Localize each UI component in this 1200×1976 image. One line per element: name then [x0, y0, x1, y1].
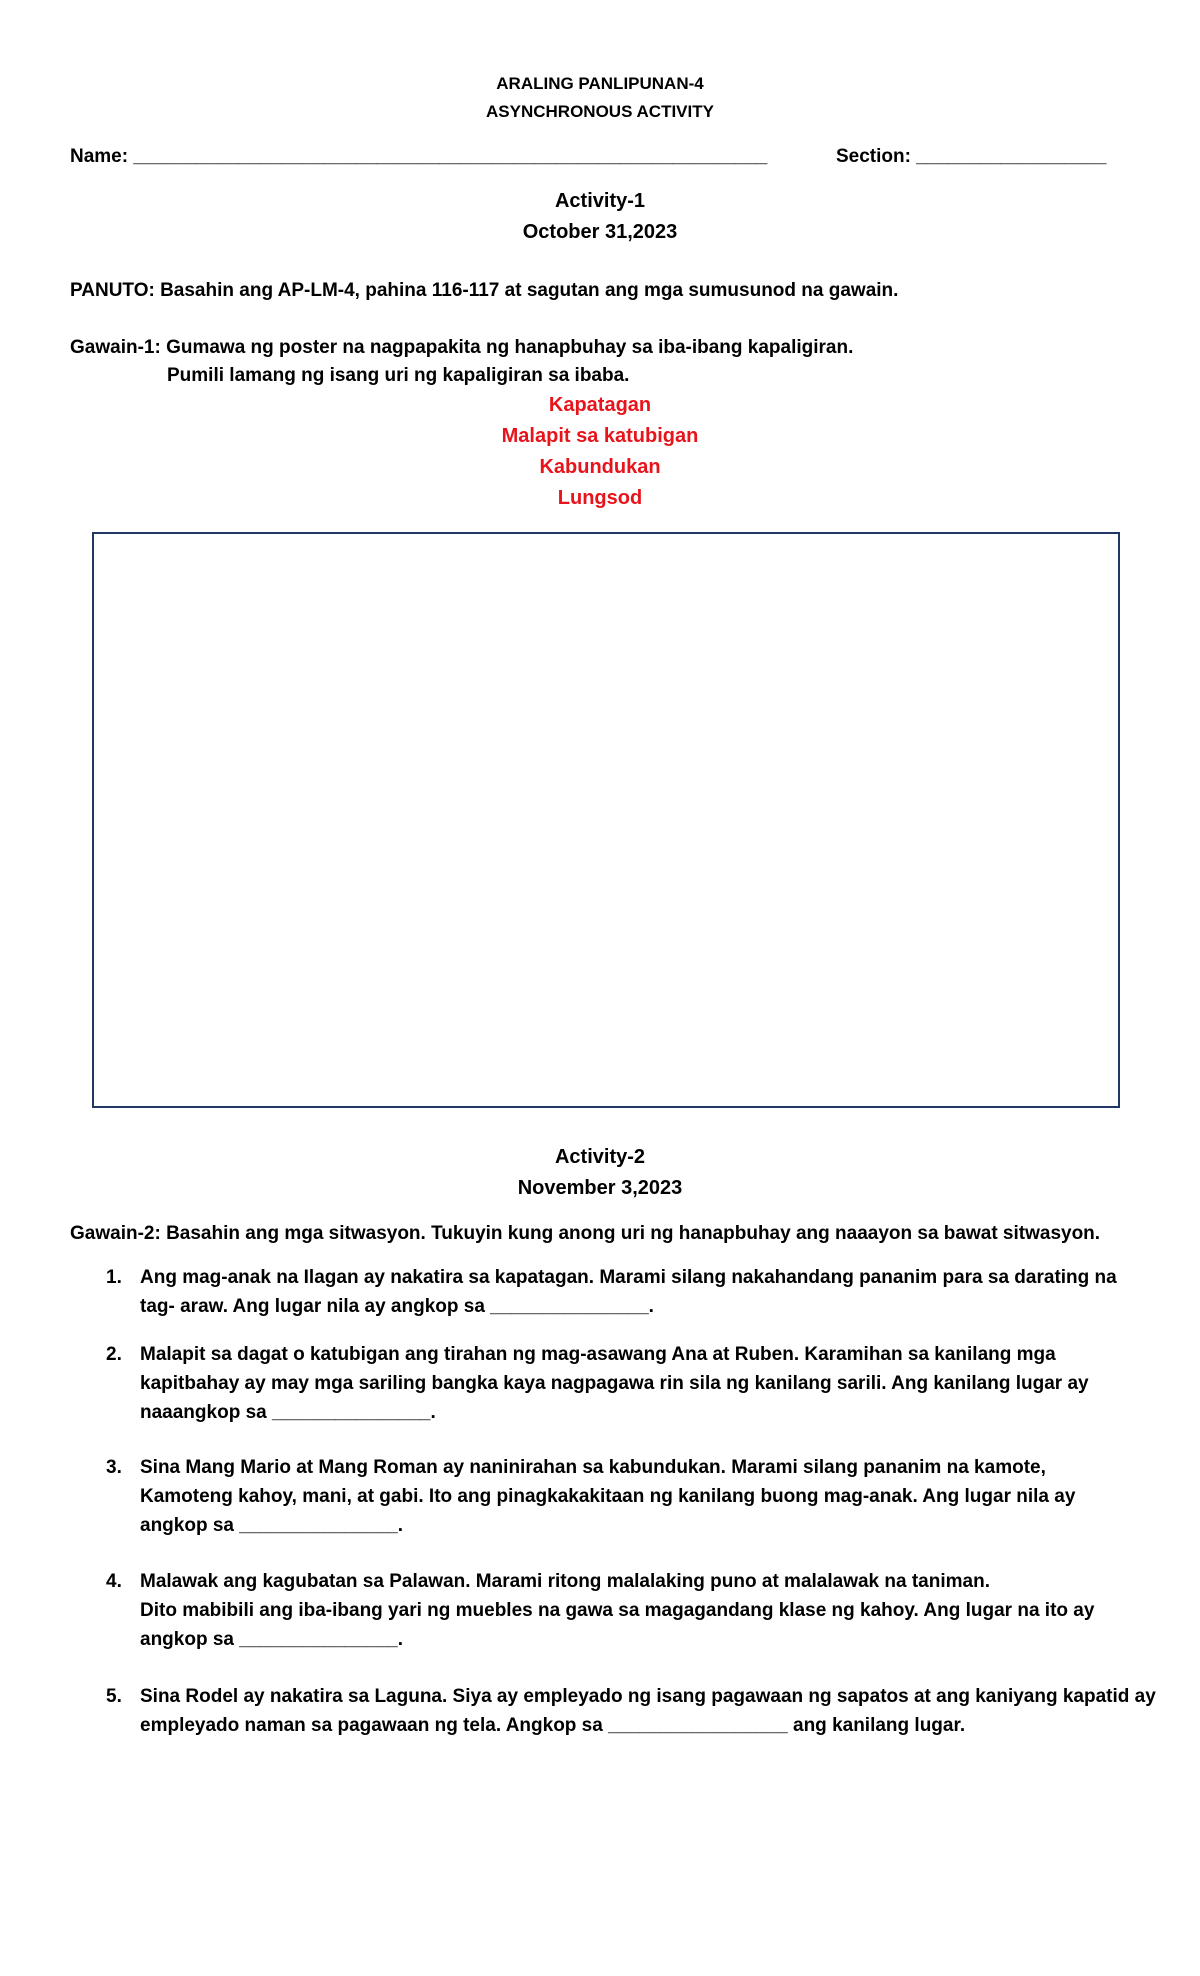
item-line: Dito mabibili ang iba-ibang yari ng muebles na gawa sa magagandang klase ng kahoy. Ang lugar na ito ay	[140, 1600, 1095, 1621]
gawain1-instruction: Gawain-1: Gumawa ng poster na nagpapakita ng hanapbuhay sa iba-ibang kapaligiran.	[70, 337, 854, 358]
name-field[interactable]: Name: ____________________________________________________________	[70, 146, 768, 167]
list-item	[140, 1340, 1140, 1427]
item-line-answer[interactable]: angkop sa _______________.	[140, 1629, 404, 1650]
item-line: Kamoteng kahoy, mani, at gabi. Ito ang pinagkakakitaan ng kanilang buong mag-anak. Ang lugar nila ay	[140, 1486, 1076, 1507]
item-number: 2.	[106, 1344, 122, 1365]
poster-drawing-area[interactable]	[92, 532, 1120, 1108]
list-item	[140, 1567, 1140, 1654]
activity2-date: November 3,2023	[517, 1177, 683, 1199]
item-line: Ang mag-anak na Ilagan ay nakatira sa kapatagan. Marami silang nakahandang pananim para sa darating na	[140, 1267, 1117, 1288]
choice-katubigan: Malapit sa katubigan	[501, 425, 699, 447]
item-number: 5.	[106, 1686, 122, 1707]
activity-type: ASYNCHRONOUS ACTIVITY	[486, 102, 714, 121]
list-item	[140, 1682, 1156, 1740]
panuto-instructions: PANUTO: Basahin ang AP-LM-4, pahina 116-117 at sagutan ang mga sumusunod na gawain.	[70, 280, 899, 301]
list-item	[140, 1453, 1140, 1540]
list-item	[140, 1263, 1140, 1321]
item-line: kapitbahay ay may mga sariling bangka kaya nagpagawa rin sila ng kanilang sarili. Ang kanilang lugar ay	[140, 1373, 1089, 1394]
item-line: Sina Mang Mario at Mang Roman ay naninirahan sa kabundukan. Marami silang pananim na kamote,	[140, 1457, 1046, 1478]
gawain1-instruction-cont: Pumili lamang ng isang uri ng kapaligiran sa ibaba.	[167, 365, 630, 386]
item-line: Malawak ang kagubatan sa Palawan. Marami ritong malalaking puno at malalawak na taniman.	[140, 1571, 990, 1592]
subject-title: ARALING PANLIPUNAN-4	[496, 74, 704, 93]
item-line: Sina Rodel ay nakatira sa Laguna. Siya ay empleyado ng isang pagawaan ng sapatos at ang kaniyang kapatid ay	[140, 1686, 1156, 1707]
activity1-title: Activity-1	[554, 190, 646, 212]
item-line-answer[interactable]: angkop sa _______________.	[140, 1515, 404, 1536]
item-line-answer[interactable]: naaangkop sa _______________.	[140, 1402, 436, 1423]
item-line: Malapit sa dagat o katubigan ang tirahan ng mag-asawang Ana at Ruben. Karamihan sa kanilang mga	[140, 1344, 1056, 1365]
choice-kabundukan: Kabundukan	[539, 456, 661, 478]
section-field[interactable]: Section: __________________	[836, 146, 1107, 167]
activity1-date: October 31,2023	[522, 221, 678, 243]
gawain2-instruction: Gawain-2: Basahin ang mga sitwasyon. Tukuyin kung anong uri ng hanapbuhay ang naaayon sa bawat sitwasyon.	[70, 1223, 1101, 1244]
choice-lungsod: Lungsod	[557, 487, 643, 509]
choice-kapatagan: Kapatagan	[548, 394, 652, 416]
item-line-answer[interactable]: tag- araw. Ang lugar nila ay angkop sa _______________.	[140, 1296, 654, 1317]
activity2-title: Activity-2	[554, 1146, 646, 1168]
item-line-answer[interactable]: empleyado naman sa pagawaan ng tela. Angkop sa _________________ ang kanilang lugar.	[140, 1715, 966, 1736]
item-number: 4.	[106, 1571, 122, 1592]
item-number: 1.	[106, 1267, 122, 1288]
item-number: 3.	[106, 1457, 122, 1478]
